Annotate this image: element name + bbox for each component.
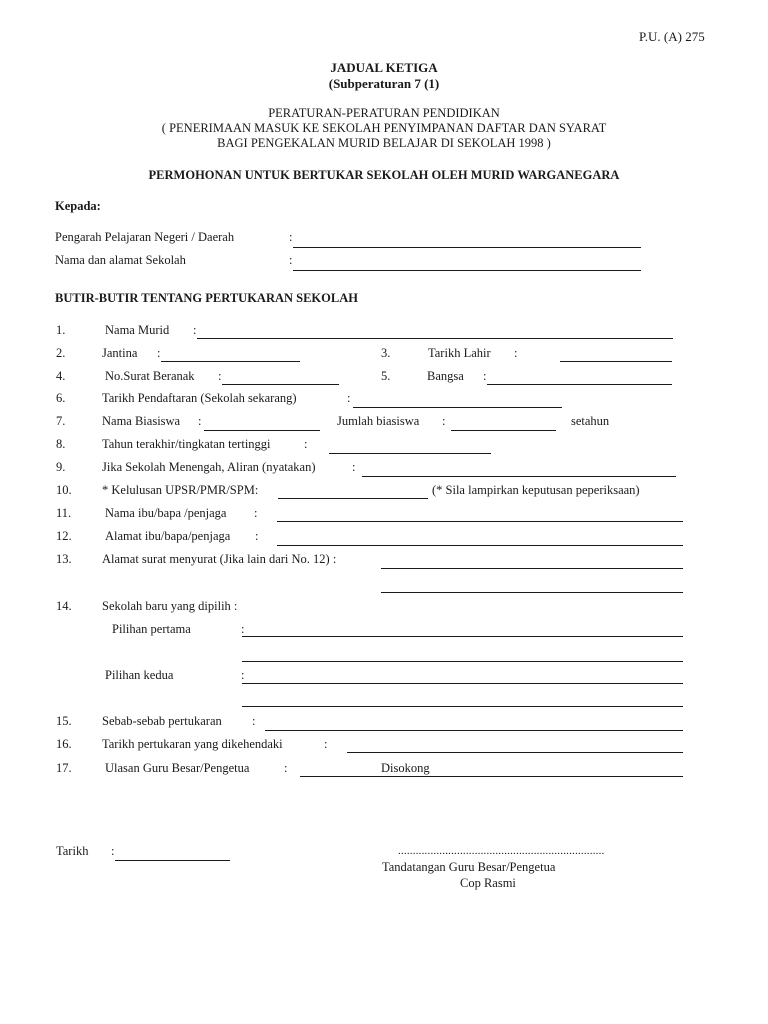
colon: : <box>157 346 161 360</box>
regulation-line-3: BAGI PENGEKALAN MURID BELAJAR DI SEKOLAH 1998 ) <box>217 136 551 150</box>
director-field[interactable] <box>293 247 641 248</box>
scholarship-amount-field[interactable] <box>451 430 556 431</box>
student-name-field[interactable] <box>197 338 673 339</box>
birth-date-label: Tarikh Lahir <box>428 346 491 360</box>
colon: : <box>347 391 351 405</box>
colon: : <box>514 346 518 360</box>
colon: : <box>254 506 258 520</box>
first-choice-field-2[interactable] <box>242 661 683 662</box>
colon: : <box>483 369 487 383</box>
birth-cert-field[interactable] <box>222 384 339 385</box>
item-number: 6. <box>56 391 66 405</box>
stream-field[interactable] <box>362 476 676 477</box>
reason-field[interactable] <box>265 730 683 731</box>
item-number: 16. <box>56 737 72 751</box>
colon: : <box>252 714 256 728</box>
headmaster-comment-value: Disokong <box>381 761 430 775</box>
date-label: Tarikh <box>56 844 89 858</box>
second-choice-label: Pilihan kedua <box>105 668 174 682</box>
headmaster-comment-field[interactable] <box>300 776 683 777</box>
registration-date-label: Tarikh Pendaftaran (Sekolah sekarang) <box>102 391 297 405</box>
last-year-label: Tahun terakhir/tingkatan tertinggi <box>102 437 271 451</box>
colon: : <box>304 437 308 451</box>
subregulation: (Subperaturan 7 (1) <box>328 76 440 91</box>
race-label: Bangsa <box>427 369 464 383</box>
mailing-address-label: Alamat surat menyurat (Jika lain dari No. 12) : <box>102 552 337 566</box>
page-reference: P.U. (A) 275 <box>639 29 705 44</box>
exam-results-note: (* Sila lampirkan keputusan peperiksaan) <box>432 483 640 497</box>
new-school-label: Sekolah baru yang dipilih : <box>102 599 238 613</box>
per-year-label: setahun <box>571 414 610 428</box>
registration-date-field[interactable] <box>353 407 562 408</box>
mailing-address-field-1[interactable] <box>381 568 683 569</box>
colon: : <box>289 230 293 244</box>
item-number: 1. <box>56 323 66 337</box>
colon: : <box>324 737 328 751</box>
item-number: 11. <box>56 506 72 520</box>
scholarship-name-field[interactable] <box>204 430 320 431</box>
exam-results-label: * Kelulusan UPSR/PMR/SPM: <box>102 483 259 497</box>
gender-field[interactable] <box>161 361 300 362</box>
colon: : <box>255 529 259 543</box>
item-number: 2. <box>56 346 66 360</box>
form-title: PERMOHONAN UNTUK BERTUKAR SEKOLAH OLEH MURID WARGANEGARA <box>148 168 620 182</box>
item-number: 4. <box>56 369 66 383</box>
item-number: 5. <box>381 369 391 383</box>
section-title: BUTIR-BUTIR TENTANG PERTUKARAN SEKOLAH <box>55 291 358 305</box>
race-field[interactable] <box>487 384 672 385</box>
colon: : <box>193 323 197 337</box>
director-label: Pengarah Pelajaran Negeri / Daerah <box>55 230 235 244</box>
schedule-title: JADUAL KETIGA <box>330 60 438 75</box>
item-number: 3. <box>381 346 391 360</box>
colon: : <box>289 253 293 267</box>
parent-address-field[interactable] <box>277 545 683 546</box>
item-number: 8. <box>56 437 66 451</box>
item-number: 7. <box>56 414 66 428</box>
transfer-date-label: Tarikh pertukaran yang dikehendaki <box>102 737 283 751</box>
kepada-label: Kepada: <box>55 199 101 213</box>
item-number: 14. <box>56 599 72 613</box>
item-number: 10. <box>56 483 72 497</box>
regulation-title: PERATURAN-PERATURAN PENDIDIKAN <box>268 106 500 120</box>
parent-name-label: Nama ibu/bapa /penjaga <box>105 506 227 520</box>
exam-results-field[interactable] <box>278 498 428 499</box>
transfer-date-field[interactable] <box>347 752 683 753</box>
parent-address-label: Alamat ibu/bapa/penjaga <box>105 529 231 543</box>
school-address-field[interactable] <box>293 270 641 271</box>
colon: : <box>241 668 245 682</box>
item-number: 17. <box>56 761 72 775</box>
colon: : <box>352 460 356 474</box>
school-address-label: Nama dan alamat Sekolah <box>55 253 186 267</box>
scholarship-name-label: Nama Biasiswa <box>102 414 181 428</box>
colon: : <box>442 414 446 428</box>
colon: : <box>111 844 115 858</box>
second-choice-field-1[interactable] <box>242 683 683 684</box>
regulation-line-2: ( PENERIMAAN MASUK KE SEKOLAH PENYIMPANAN DAFTAR DAN SYARAT <box>161 121 607 135</box>
birth-date-field[interactable] <box>560 361 672 362</box>
mailing-address-field-2[interactable] <box>381 592 683 593</box>
student-name-label: Nama Murid <box>105 323 170 337</box>
scholarship-amount-label: Jumlah biasiswa <box>337 414 420 428</box>
colon: : <box>218 369 222 383</box>
stream-label: Jika Sekolah Menengah, Aliran (nyatakan) <box>102 460 316 474</box>
official-stamp-label: Cop Rasmi <box>460 876 516 890</box>
item-number: 9. <box>56 460 66 474</box>
reason-label: Sebab-sebab pertukaran <box>102 714 222 728</box>
gender-label: Jantina <box>102 346 138 360</box>
item-number: 13. <box>56 552 72 566</box>
item-number: 12. <box>56 529 72 543</box>
colon: : <box>284 761 288 775</box>
signature-label: Tandatangan Guru Besar/Pengetua <box>382 860 556 874</box>
colon: : <box>198 414 202 428</box>
date-field[interactable] <box>115 860 230 861</box>
first-choice-label: Pilihan pertama <box>112 622 191 636</box>
parent-name-field[interactable] <box>277 521 683 522</box>
item-number: 15. <box>56 714 72 728</box>
last-year-field[interactable] <box>329 453 491 454</box>
headmaster-comment-label: Ulasan Guru Besar/Pengetua <box>105 761 250 775</box>
second-choice-field-2[interactable] <box>242 706 683 707</box>
birth-cert-label: No.Surat Beranak <box>105 369 195 383</box>
signature-line[interactable]: ...................................................................... <box>398 845 605 857</box>
colon: : <box>241 622 245 636</box>
first-choice-field-1[interactable] <box>242 636 683 637</box>
